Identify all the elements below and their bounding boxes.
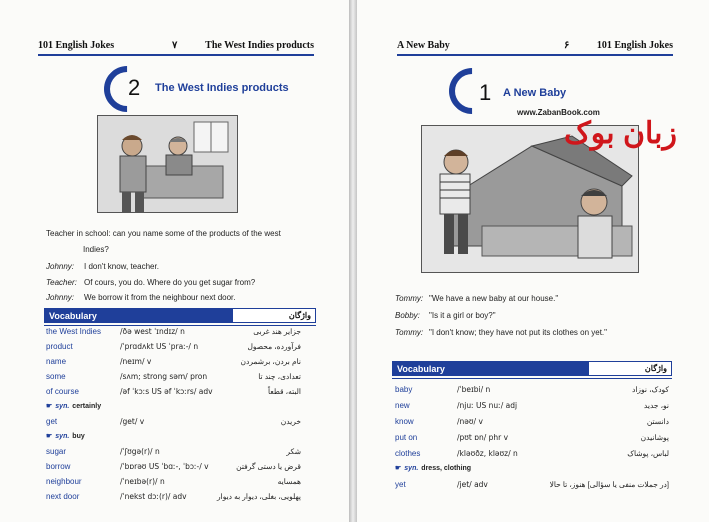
vocab-phonetic: /kləʊðz, kləʊz/ n <box>457 449 518 458</box>
vocab-meaning: پوشانیدن <box>640 433 669 442</box>
dialogue-line: "We have a new baby at our house." <box>429 294 559 303</box>
vocabulary-rule <box>392 378 672 379</box>
header-chapter-title: A New Baby <box>397 40 450 51</box>
vocab-word: sugar <box>46 447 67 456</box>
vocab-word: borrow <box>46 462 71 471</box>
vocab-word: product <box>46 342 73 351</box>
vocab-phonetic: /ðə west ˈɪndɪz/ n <box>120 327 185 336</box>
vocab-meaning: جزایر هند غربی <box>253 327 301 336</box>
pointing-hand-icon: ☛ <box>46 403 53 410</box>
vocabulary-bar <box>392 361 672 376</box>
vocab-meaning: البته، قطعاً <box>267 387 301 396</box>
vocab-meaning: فرآورده، محصول <box>247 342 301 351</box>
vocab-phonetic: /neɪm/ v <box>120 357 152 366</box>
synonym-label: syn. <box>55 433 70 440</box>
vocab-word: of course <box>46 387 79 396</box>
logo-url: www.ZabanBook.com <box>517 108 600 117</box>
vocab-word: put on <box>395 433 418 442</box>
chapter-title: A New Baby <box>503 87 567 99</box>
chapter-arc-icon <box>439 58 504 123</box>
dialogue-speaker: Tommy: <box>395 328 424 337</box>
vocab-phonetic: /ˈneɪbə(r)/ n <box>120 477 165 486</box>
vocab-meaning: نام بردن، برشمردن <box>240 357 301 366</box>
dialogue-line: Indies? <box>83 245 109 254</box>
vocab-phonetic: /ˈbɒrəʊ US ˈbɑː-, ˈbɔː-/ v <box>120 462 209 471</box>
vocab-phonetic: /jet/ adv <box>457 480 488 489</box>
vocab-word: new <box>395 401 410 410</box>
vocab-meaning: شکر <box>286 447 301 456</box>
vocab-word: yet <box>395 480 406 489</box>
vocab-phonetic: /ˈnekst dɔː(r)/ adv <box>120 492 187 501</box>
chapter-arc-icon <box>94 56 159 121</box>
vocab-word: get <box>46 417 58 426</box>
vocab-phonetic: /nəʊ/ v <box>457 417 483 426</box>
vocab-meaning: تعدادی، چند تا <box>258 372 301 381</box>
dialogue-speaker: Johnny: <box>46 293 75 302</box>
vocab-meaning: کودک، نوزاد <box>631 385 669 394</box>
synonym-word: buy <box>72 433 85 440</box>
vocab-word: name <box>46 357 67 366</box>
pointing-hand-icon: ☛ <box>395 465 402 472</box>
dialogue-line: We borrow it from the neighbour next door. <box>84 293 236 302</box>
running-header <box>38 40 314 54</box>
vocabulary-title: Vocabulary <box>45 309 233 322</box>
vocabulary-title-fa: واژگان <box>644 364 667 373</box>
synonym-word: certainly <box>72 403 102 410</box>
vocab-word: next door <box>46 492 80 501</box>
synonym-line <box>395 464 471 472</box>
dialogue-speaker: Johnny: <box>46 262 75 271</box>
header-page-number: ۶ <box>564 40 570 51</box>
vocab-word: baby <box>395 385 413 394</box>
chapter-title: The West Indies products <box>155 82 289 94</box>
vocab-meaning: پهلویی، بغلی، دیوار به دیوار <box>217 492 301 501</box>
dialogue-line: I don't know, teacher. <box>84 262 159 271</box>
dialogue-line: Teacher in school: can you name some of the products of the west <box>46 229 281 238</box>
vocab-word: some <box>46 372 66 381</box>
synonym-line <box>46 432 85 440</box>
header-chapter-title: The West Indies products <box>205 40 314 51</box>
vocabulary-rule <box>44 325 316 326</box>
vocab-meaning: همسایه <box>277 477 301 486</box>
pointing-hand-icon: ☛ <box>46 433 53 440</box>
vocab-meaning: قرض یا دستی گرفتن <box>236 462 301 471</box>
dialogue-line: Of cours, you do. Where do you get sugar from? <box>84 278 256 287</box>
vocab-word: know <box>395 417 414 426</box>
dialogue-speaker: Bobby: <box>395 311 420 320</box>
classroom-illustration <box>97 115 238 213</box>
vocab-phonetic: /get/ v <box>120 417 145 426</box>
right-page <box>357 0 709 522</box>
vocab-phonetic: /ˈprɑdʌkt US ˈpraː-/ n <box>120 342 199 351</box>
vocab-phonetic: /əf ˈkɔːs US əf ˈkɔːrs/ adv <box>120 387 213 396</box>
vocab-meaning: خریدن <box>280 417 301 426</box>
vocab-phonetic: /ˈʃʊgə(r)/ n <box>120 447 160 456</box>
header-book-title: 101 English Jokes <box>38 40 115 51</box>
dialogue-line: "Is it a girl or boy?" <box>429 311 496 320</box>
vocab-phonetic: /ˈbeɪbi/ n <box>457 385 491 394</box>
vocab-phonetic: /pʊt ɒn/ phr v <box>457 433 509 442</box>
vocab-word: the West Indies <box>46 327 101 336</box>
chapter-number: 1 <box>479 80 492 105</box>
dialogue-line: "I don't know; they have not put its clothes on yet." <box>429 328 607 337</box>
header-rule <box>38 54 314 56</box>
synonym-word: dress, clothing <box>421 465 472 472</box>
dialogue-speaker: Teacher: <box>46 278 77 287</box>
vocab-phonetic: /njuː US nuː/ adj <box>457 401 518 410</box>
synonym-label: syn. <box>55 403 70 410</box>
vocab-meaning: دانستن <box>646 417 669 426</box>
synonym-label: syn. <box>404 465 419 472</box>
vocabulary-title-fa: واژگان <box>288 311 311 320</box>
synonym-line <box>46 402 101 410</box>
header-book-title: 101 English Jokes <box>596 40 673 51</box>
header-rule <box>397 54 673 56</box>
book-spine <box>349 0 357 522</box>
chapter-number: 2 <box>128 75 141 100</box>
vocab-meaning: نو، جدید <box>643 401 669 410</box>
vocab-meaning: [در جملات منفی یا سؤالی] هنوز، تا حالا <box>549 480 669 489</box>
running-header <box>397 40 673 54</box>
vocab-phonetic: /sʌm; strong səm/ pron <box>120 372 208 381</box>
left-page <box>0 0 349 522</box>
dialogue-speaker: Tommy: <box>395 294 424 303</box>
header-page-number: ۷ <box>172 40 178 51</box>
logo-text: زبان بوک <box>563 117 677 150</box>
vocab-meaning: لباس، پوشاک <box>627 449 669 458</box>
zabanbook-logo <box>517 108 677 156</box>
vocabulary-title: Vocabulary <box>393 362 589 375</box>
vocab-word: clothes <box>395 449 421 458</box>
vocabulary-bar <box>44 308 316 323</box>
vocab-word: neighbour <box>46 477 82 486</box>
